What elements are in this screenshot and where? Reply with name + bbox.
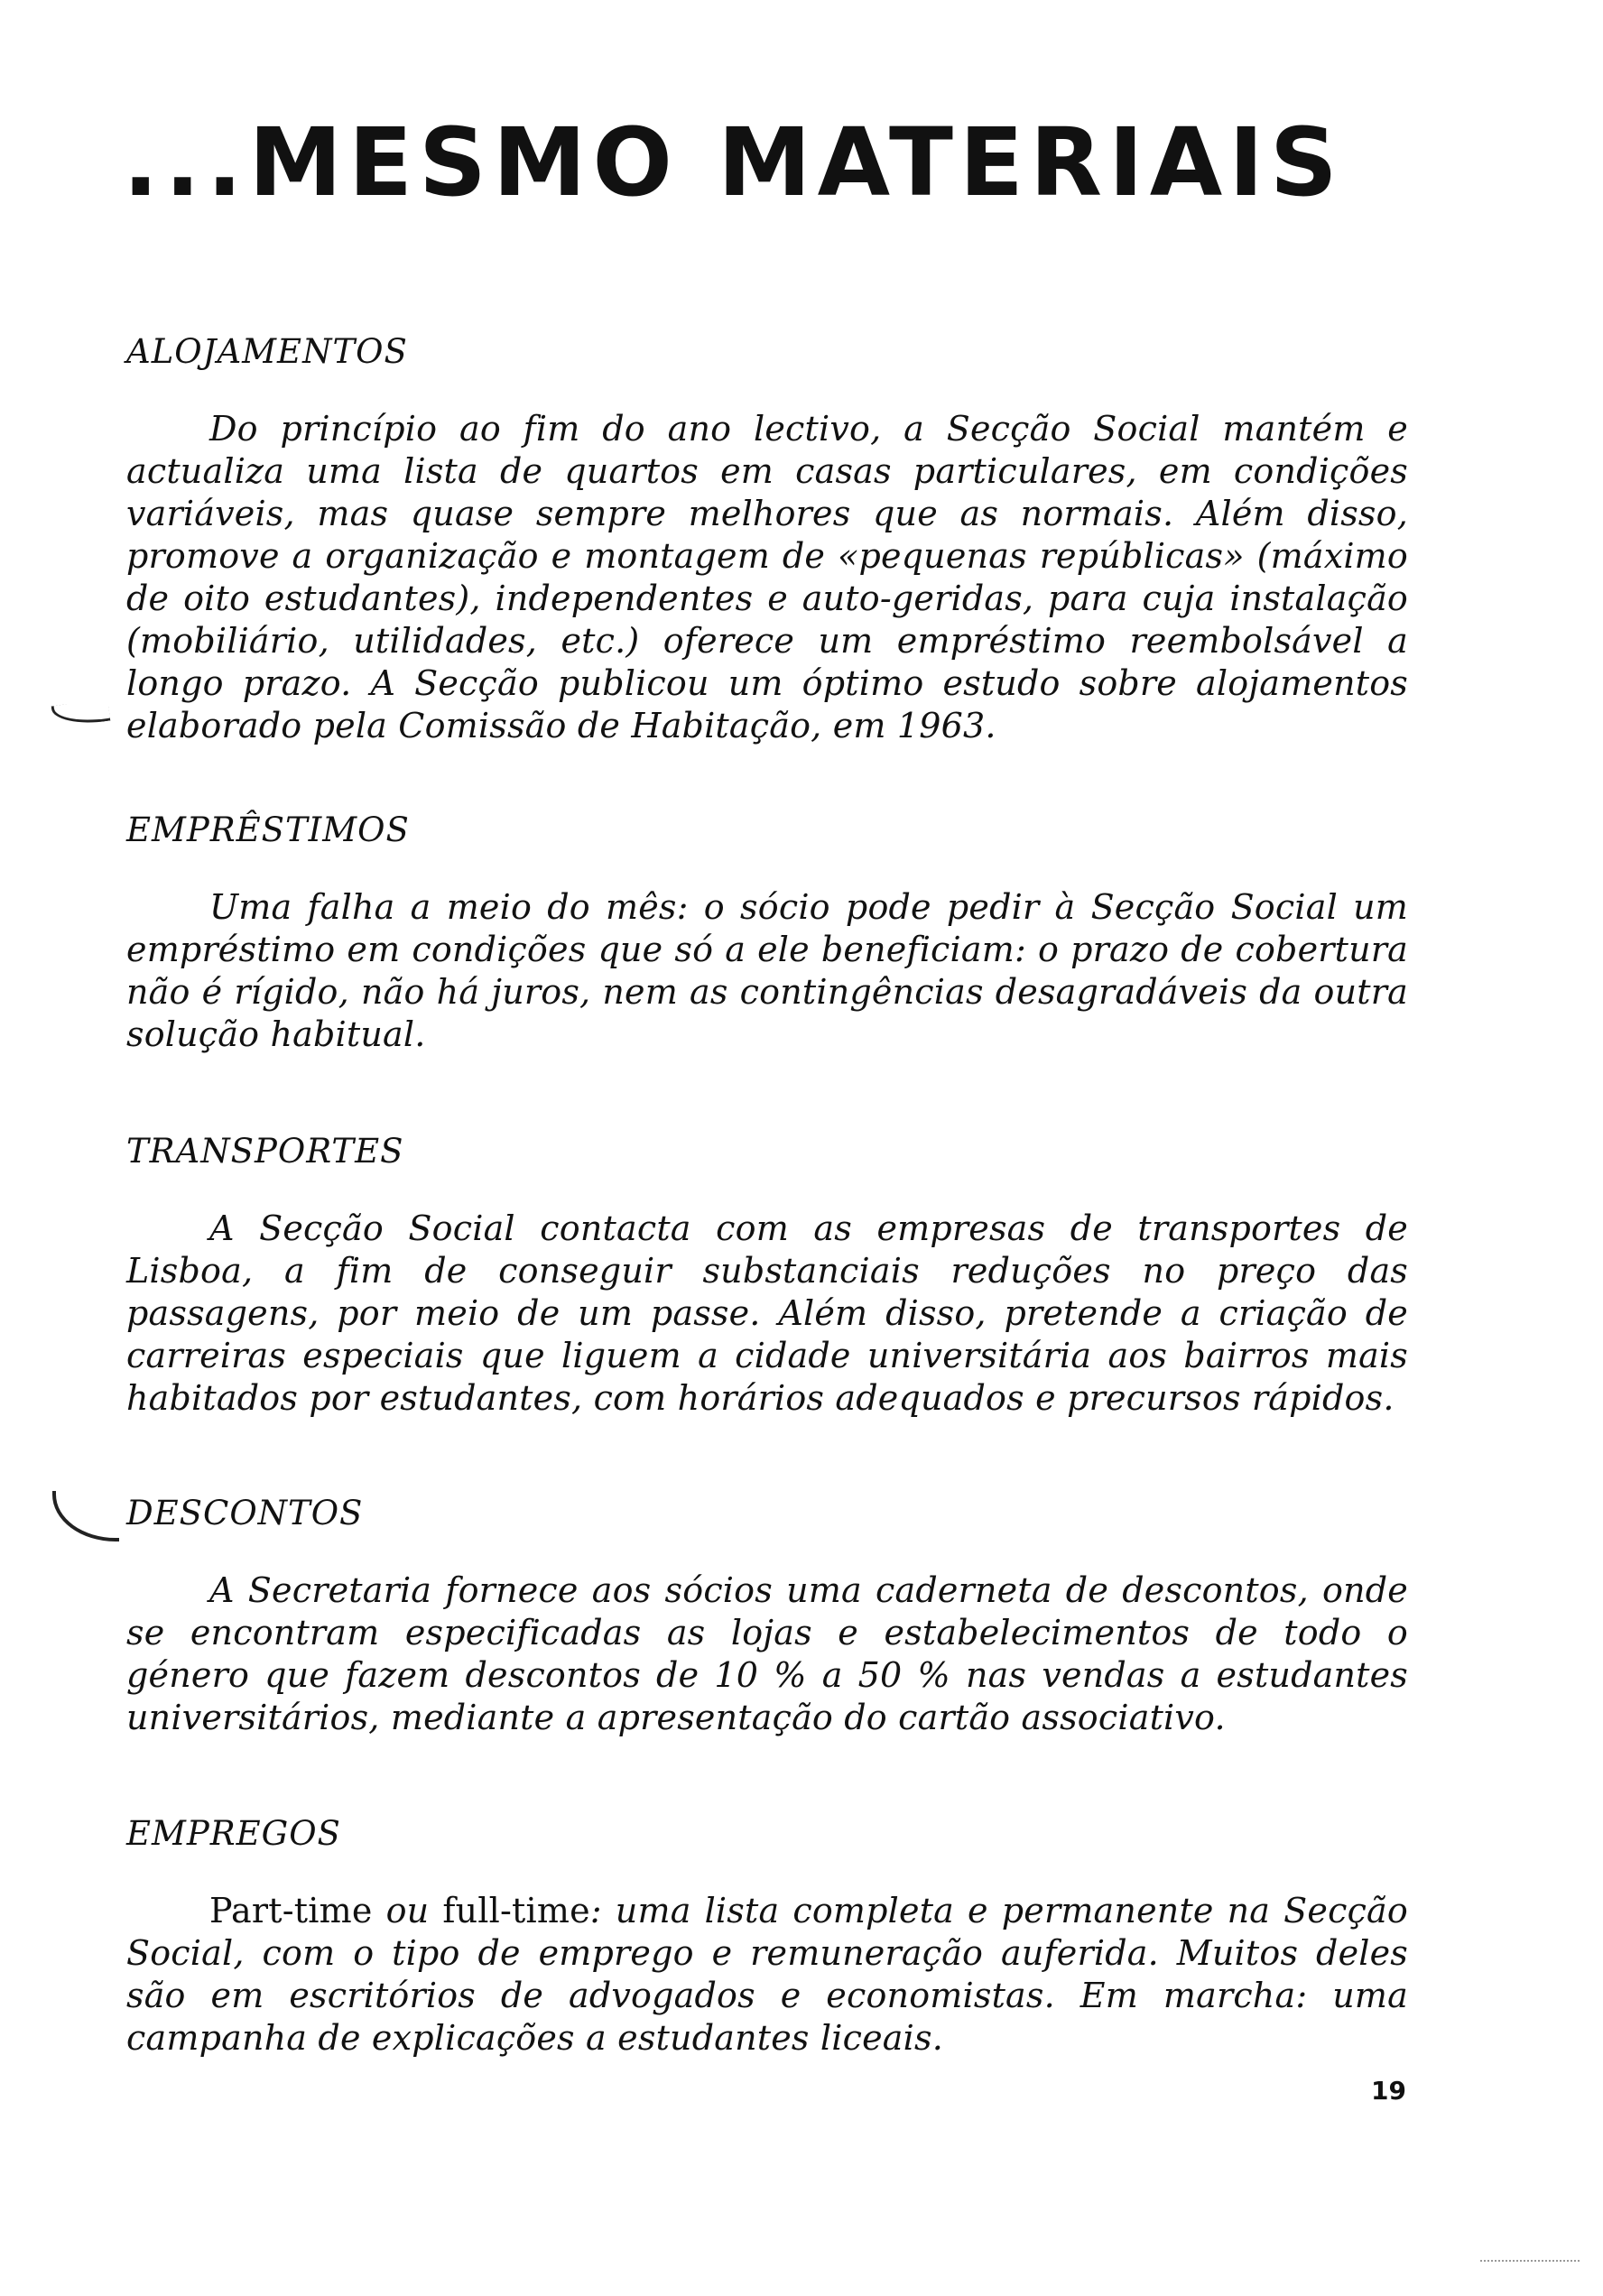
section-heading: TRANSPORTES: [126, 1132, 404, 1171]
section-alojamentos: [126, 332, 1408, 747]
margin-pencil-mark: [51, 699, 111, 729]
section-heading: ALOJAMENTOS: [126, 332, 408, 371]
section-emprestimos: [126, 810, 1408, 1056]
margin-bracket-mark: [52, 1491, 119, 1541]
scan-artifact-dots: [1480, 2260, 1580, 2262]
section-body: Do princípio ao fim do ano lectivo, a Secção Social mantém e actualiza uma lista de quartos em casas particulares, em condições variáveis, mas quase sempre melhores que as normais. Além disso, promove a organização e montagem de «pequenas repúblicas» (máximo de oito estudantes), independentes e auto-geridas, para cuja instalação (mobiliário, utilidades, etc.) oferece um empréstimo reembolsável a longo prazo. A Secção publicou um óptimo estudo sobre alojamentos elaborado pela Comissão de Habitação, em 1963.: [126, 409, 1408, 746]
section-transportes: [126, 1132, 1408, 1420]
section-body: [126, 1890, 1408, 2060]
section-heading: EMPRÊSTIMOS: [126, 810, 410, 849]
page-title: ...MESMO MATERIAIS: [123, 107, 1344, 218]
connector-text: ou: [372, 1891, 443, 1931]
section-body: A Secretaria fornece aos sócios uma caderneta de descontos, onde se encontram especificadas as lojas e estabelecimentos de todo o género que fazem descontos de 10 % a 50 % nas vendas a estudantes universitários, mediante a apresentação do cartão associativo.: [126, 1570, 1408, 1738]
section-body: Uma falha a meio do mês: o sócio pode pedir à Secção Social um empréstimo em condições que só a ele beneficiam: o prazo de cobertura não é rígido, não há juros, nem as contingências desagradáveis da outra solução habitual.: [126, 887, 1408, 1055]
body-text: : uma lista completa e permanente na Secção Social, com o tipo de emprego e remuneração auferida. Muitos deles são em escritórios de advogados e economistas. Em marcha: uma campanha de explicações a estudantes liceais.: [126, 1891, 1408, 2059]
section-descontos: [126, 1494, 1408, 1739]
section-body: A Secção Social contacta com as empresas de transportes de Lisboa, a fim de conseguir substanciais reduções no preço das passagens, por meio de um passe. Além disso, pretende a criação de carreiras especiais que liguem a cidade universitária aos bairros mais habitados por estudantes, com horários adequados e precursos rápidos.: [126, 1208, 1408, 1419]
section-empregos: [126, 1814, 1408, 2060]
term-part-time: Part-time: [209, 1891, 373, 1931]
section-heading: DESCONTOS: [126, 1494, 364, 1532]
page-number: 19: [1371, 2076, 1406, 2106]
term-full-time: full-time: [442, 1891, 590, 1931]
section-heading: EMPREGOS: [126, 1814, 341, 1853]
